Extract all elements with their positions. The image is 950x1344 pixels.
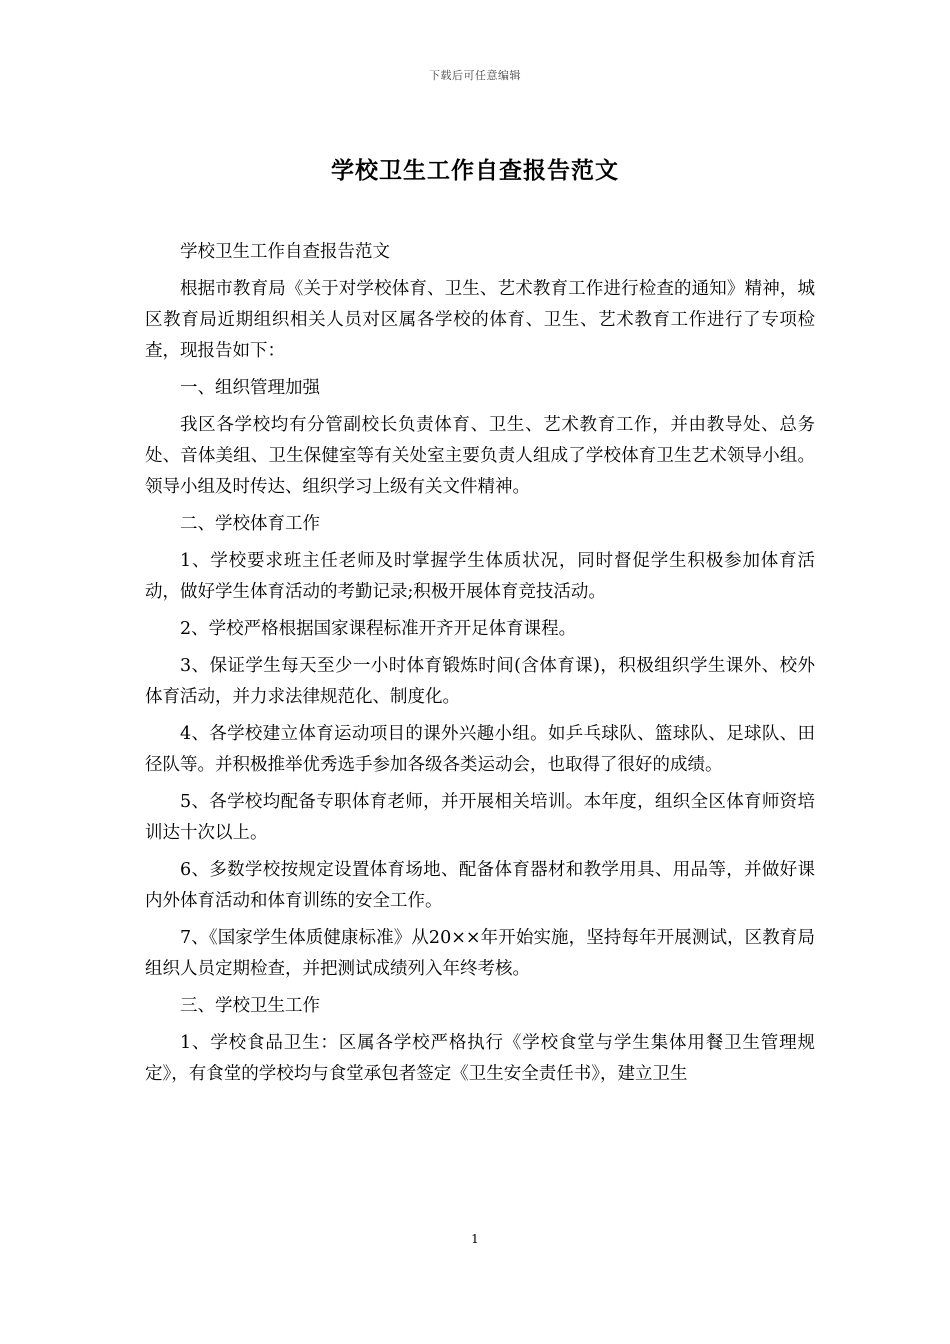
paragraph-sports-7: 7、《国家学生体质健康标准》从20××年开始实施，坚持每年开展测试，区教育局组织人员定期检查，并把测试成绩列入年终考核。	[145, 928, 815, 979]
page-header-note: 下载后可任意编辑	[429, 69, 521, 82]
paragraph-sports-4: 4、各学校建立体育运动项目的课外兴趣小组。如乒乓球队、篮球队、足球队、田径队等。并积极推举优秀选手参加各级各类运动会，也取得了很好的成绩。	[145, 724, 815, 775]
section-heading-organization: 一、组织管理加强	[180, 378, 320, 398]
paragraph-health-1: 1、学校食品卫生：区属各学校严格执行《学校食堂与学生集体用餐卫生管理规定》，有食堂的学校均与食堂承包者签定《卫生安全责任书》，建立卫生	[145, 1033, 815, 1084]
paragraph-sports-6: 6、多数学校按规定设置体育场地、配备体育器材和教学用具、用品等，并做好课内外体育活动和体育训练的安全工作。	[145, 860, 815, 911]
paragraph-sports-5: 5、各学校均配备专职体育老师，并开展相关培训。本年度，组织全区体育师资培训达十次以上。	[145, 792, 815, 843]
paragraph-sports-1: 1、学校要求班主任老师及时掌握学生体质状况，同时督促学生积极参加体育活动，做好学生体育活动的考勤记录;积极开展体育竞技活动。	[145, 551, 815, 602]
paragraph-sports-2: 2、学校严格根据国家课程标准开齐开足体育课程。	[180, 619, 577, 639]
section-heading-health: 三、学校卫生工作	[180, 996, 320, 1016]
paragraph-intro: 根据市教育局《关于对学校体育、卫生、艺术教育工作进行检查的通知》精神，城区教育局近期组织相关人员对区属各学校的体育、卫生、艺术教育工作进行了专项检查，现报告如下：	[145, 279, 815, 361]
document-body	[145, 234, 815, 1093]
document-title: 学校卫生工作自查报告范文	[331, 157, 619, 184]
page-number: 1	[471, 1232, 479, 1246]
section-heading-sports: 二、学校体育工作	[180, 514, 320, 534]
paragraph-organization: 我区各学校均有分管副校长负责体育、卫生、艺术教育工作，并由教导处、总务处、音体美组、卫生保健室等有关处室主要负责人组成了学校体育卫生艺术领导小组。领导小组及时传达、组织学习上级有关文件精神。	[145, 415, 815, 497]
paragraph-sports-3: 3、保证学生每天至少一小时体育锻炼时间(含体育课)，积极组织学生课外、校外体育活动，并力求法律规范化、制度化。	[145, 656, 815, 707]
paragraph-heading-repeat: 学校卫生工作自查报告范文	[180, 242, 390, 262]
